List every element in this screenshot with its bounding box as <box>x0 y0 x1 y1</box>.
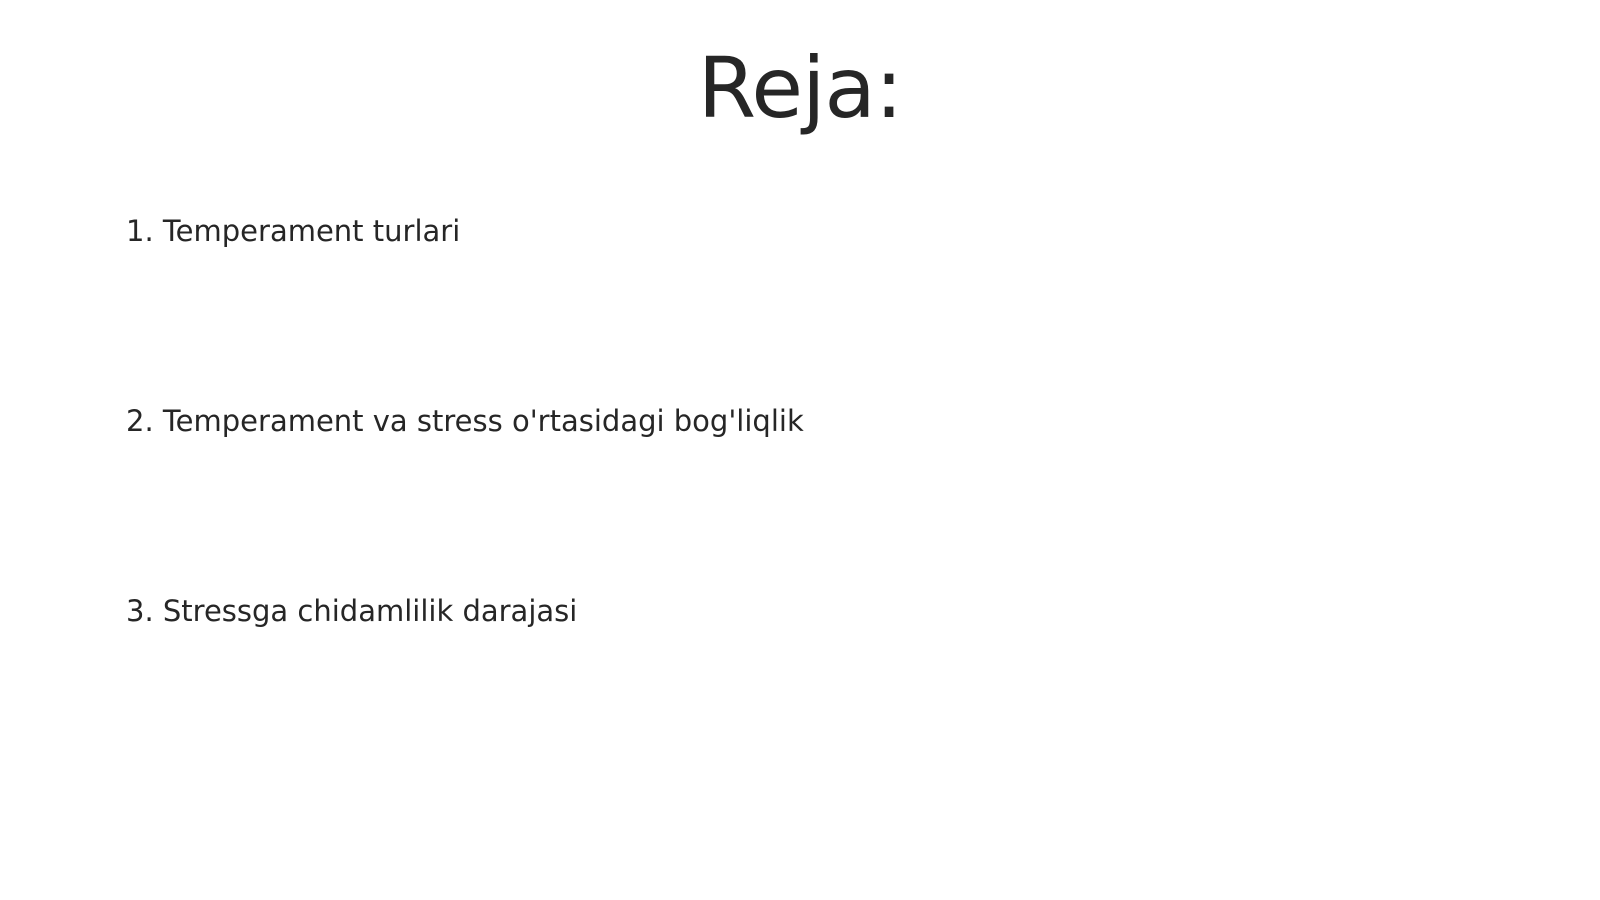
plan-item-1: 1. Temperament turlari <box>126 214 461 248</box>
plan-item-2: 2. Temperament va stress o'rtasidagi bog'liqlik <box>126 404 804 438</box>
plan-item-3: 3. Stressga chidamlilik darajasi <box>126 594 578 628</box>
slide-title: Reja: <box>697 39 903 137</box>
